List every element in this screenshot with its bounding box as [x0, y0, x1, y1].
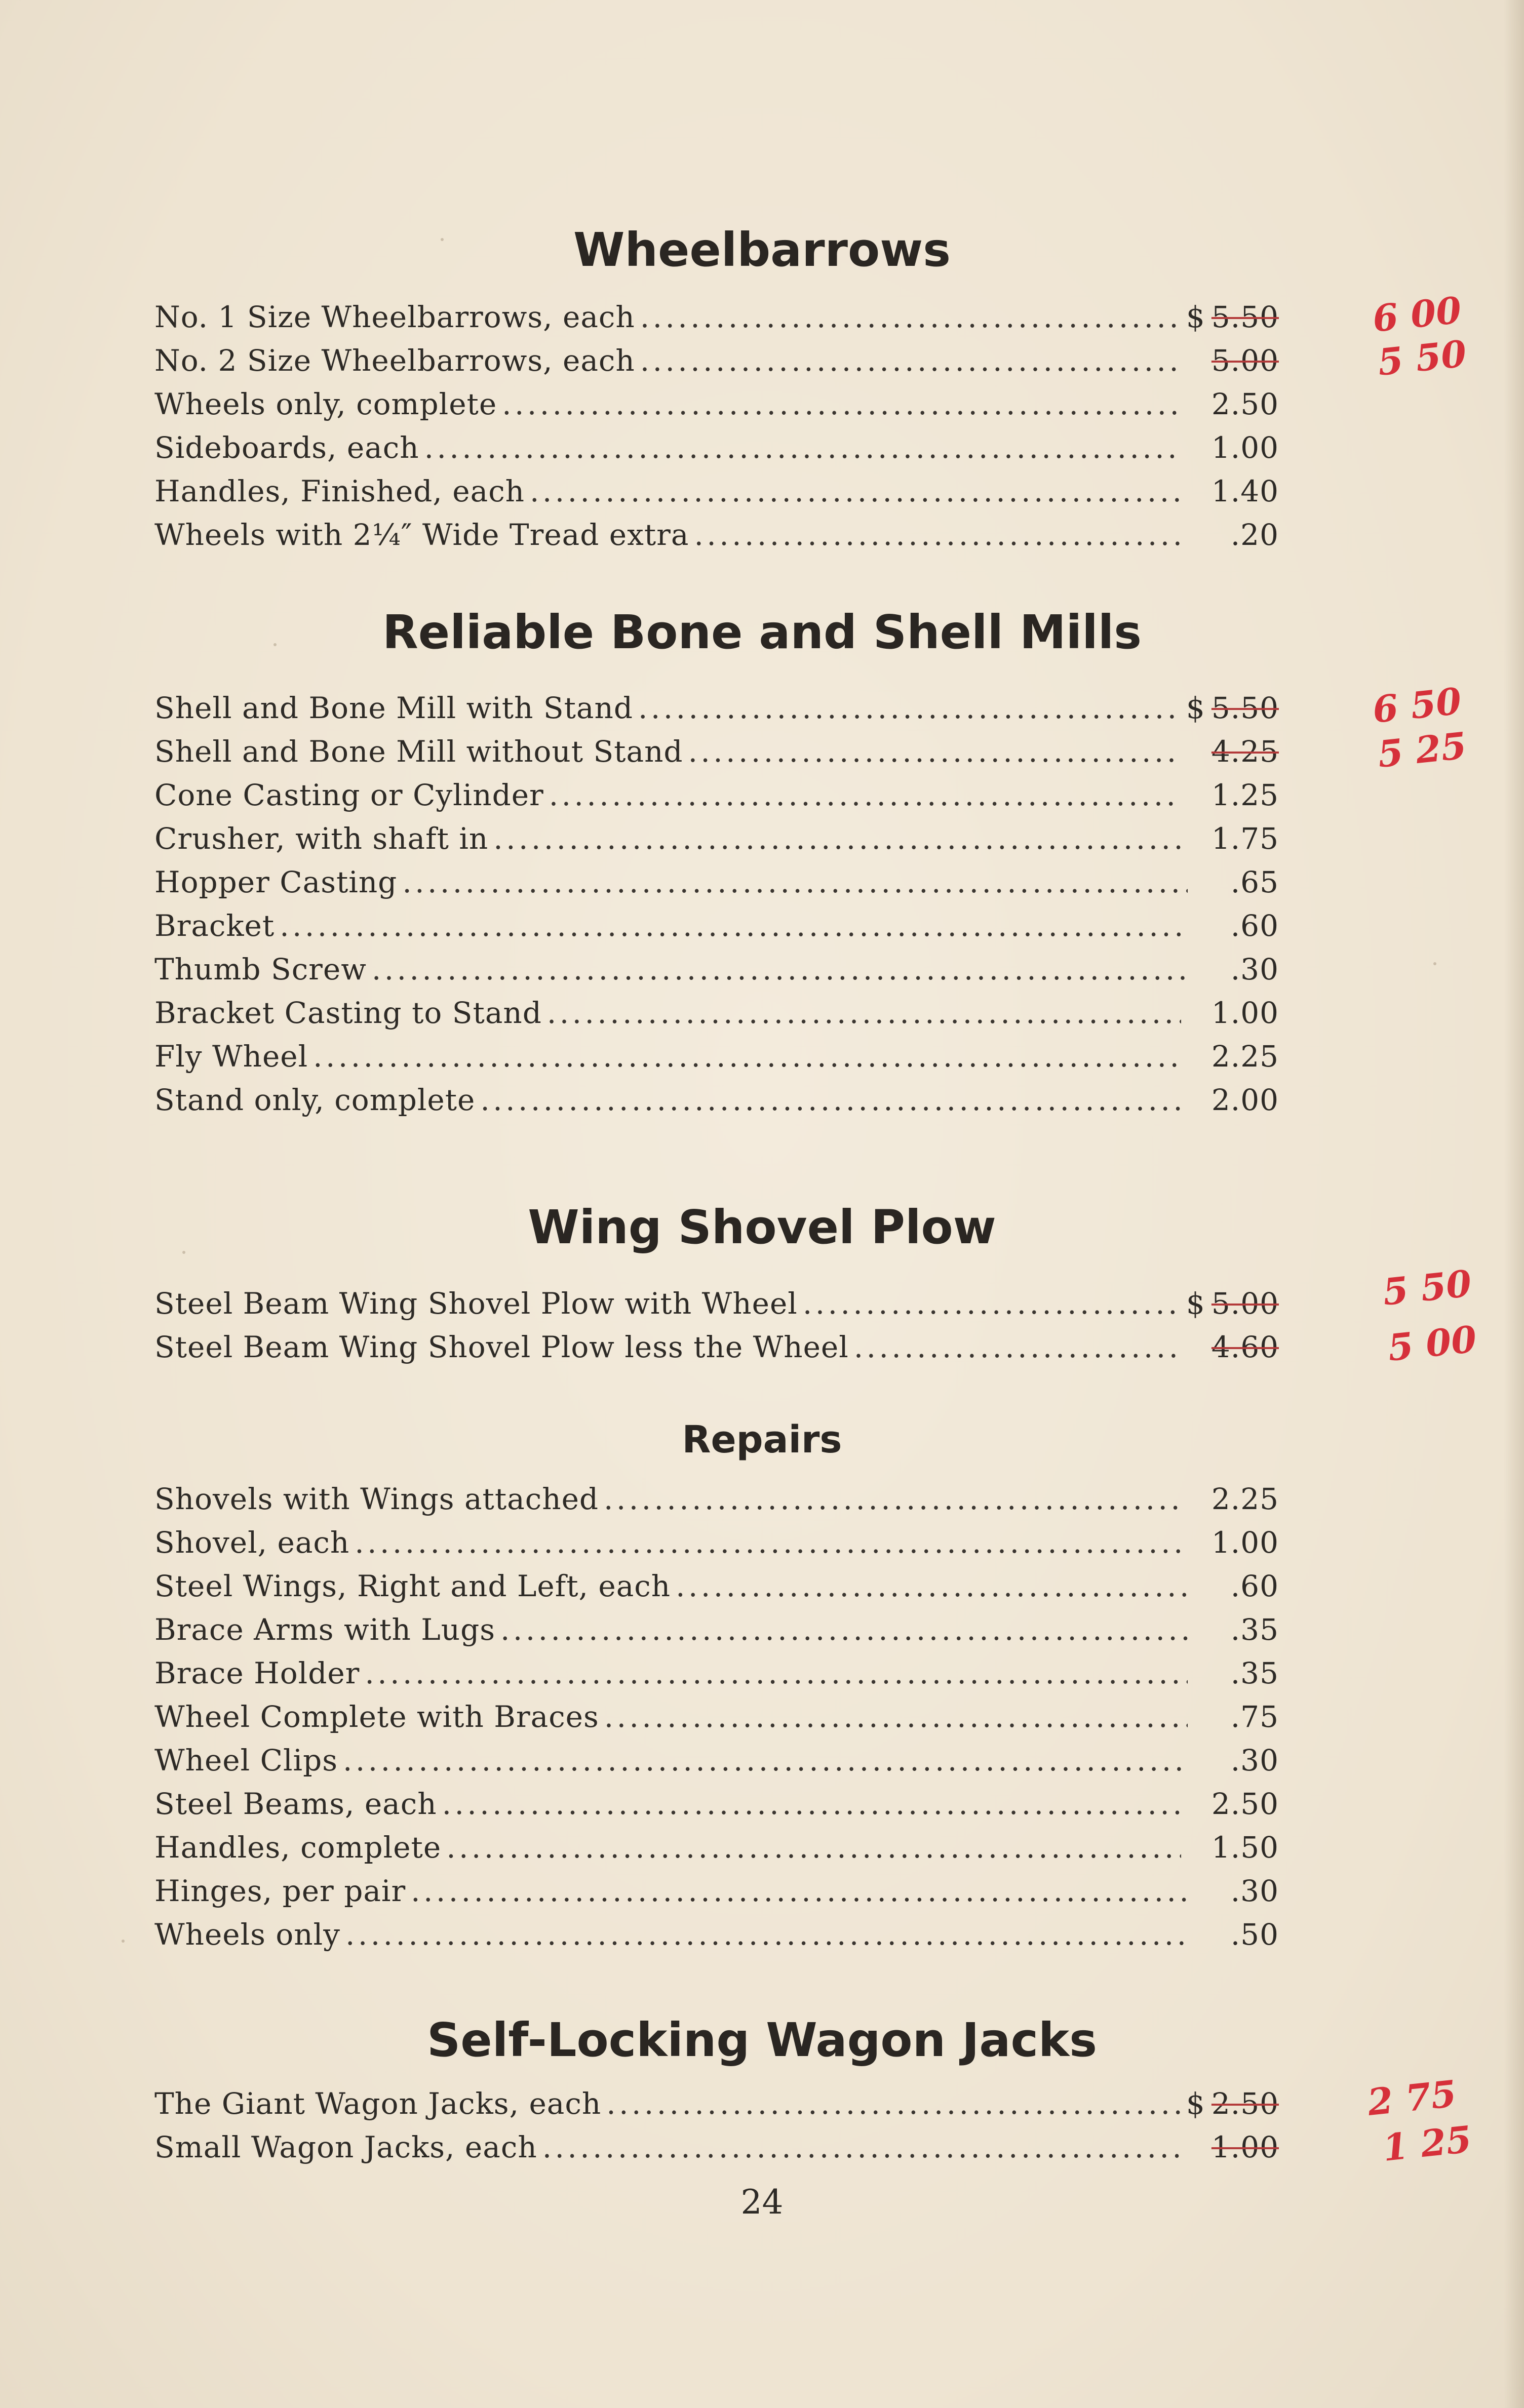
dollar-sign: $ — [1186, 2086, 1205, 2121]
handwritten-price-correction: 5 50 — [1376, 332, 1469, 384]
price-row — [154, 1039, 1279, 1083]
item-price: .75 — [1230, 1700, 1279, 1734]
price-row — [154, 1830, 1279, 1874]
item-price: 1.50 — [1211, 1830, 1279, 1865]
dot-leader — [640, 300, 1181, 334]
price-row — [154, 1083, 1279, 1126]
item-price: 4.25 — [1211, 734, 1279, 769]
price-row — [154, 300, 1279, 343]
item-price: 1.25 — [1211, 778, 1279, 812]
item-label: Stand only, complete — [154, 1083, 476, 1117]
item-label: Shell and Bone Mill without Stand — [154, 734, 683, 769]
dot-leader — [355, 1525, 1181, 1560]
item-price: 1.75 — [1211, 821, 1279, 856]
price-row — [154, 734, 1279, 778]
section-title-wagon-jacks: Self-Locking Wagon Jacks — [427, 2013, 1097, 2067]
paper-speck — [122, 1940, 125, 1943]
item-label: Wheel Clips — [154, 1743, 338, 1778]
dot-leader — [442, 1787, 1181, 1821]
item-price: 2.00 — [1211, 1083, 1279, 1117]
price-row — [154, 952, 1279, 996]
item-label: Shovel, each — [154, 1525, 350, 1560]
dot-leader — [542, 2130, 1181, 2164]
price-row — [154, 909, 1279, 952]
item-label: Thumb Screw — [154, 952, 367, 986]
paper-speck — [182, 1251, 185, 1254]
dot-leader — [803, 1286, 1181, 1321]
dot-leader — [313, 1039, 1181, 1074]
price-row — [154, 474, 1279, 518]
item-label: Bracket Casting to Stand — [154, 996, 542, 1030]
dot-leader — [345, 1917, 1188, 1952]
dot-leader — [854, 1330, 1181, 1364]
price-row — [154, 1787, 1279, 1830]
price-row — [154, 2130, 1279, 2174]
price-row — [154, 1743, 1279, 1787]
dollar-sign: $ — [1186, 691, 1205, 725]
item-price: 2.25 — [1211, 1482, 1279, 1516]
item-label: Wheels only, complete — [154, 387, 497, 421]
item-label: Crusher, with shaft in — [154, 821, 489, 856]
item-price: 2.25 — [1211, 1039, 1279, 1074]
item-price: .30 — [1230, 952, 1279, 986]
dot-leader — [547, 996, 1181, 1030]
paper-speck — [273, 643, 277, 646]
price-row — [154, 1656, 1279, 1700]
section-title-wing-shovel-plow: Wing Shovel Plow — [528, 1200, 996, 1254]
item-label: Brace Arms with Lugs — [154, 1612, 496, 1647]
dot-leader — [688, 734, 1181, 769]
section-title-bone-shell-mills: Reliable Bone and Shell Mills — [382, 605, 1142, 659]
handwritten-price-correction: 6 50 — [1371, 679, 1464, 731]
item-label: Hinges, per pair — [154, 1874, 406, 1908]
item-label: The Giant Wagon Jacks, each — [154, 2086, 602, 2121]
dot-leader — [446, 1830, 1181, 1865]
price-row — [154, 430, 1279, 474]
item-label: Fly Wheel — [154, 1039, 308, 1074]
item-label: Handles, Finished, each — [154, 474, 525, 508]
price-row — [154, 518, 1279, 561]
price-row — [154, 1330, 1279, 1373]
handwritten-price-correction: 1 25 — [1381, 2117, 1474, 2169]
dot-leader — [694, 518, 1188, 552]
handwritten-price-correction: 5 00 — [1386, 1317, 1479, 1369]
item-price: .35 — [1230, 1612, 1279, 1647]
price-row — [154, 1612, 1279, 1656]
item-price: .60 — [1230, 909, 1279, 943]
item-price: 4.60 — [1211, 1330, 1279, 1364]
section-title-repairs: Repairs — [682, 1418, 842, 1462]
dot-leader — [502, 387, 1181, 421]
item-label: Steel Wings, Right and Left, each — [154, 1569, 671, 1603]
item-label: Steel Beam Wing Shovel Plow with Wheel — [154, 1286, 798, 1321]
price-row — [154, 821, 1279, 865]
dot-leader — [424, 430, 1181, 465]
dollar-sign: $ — [1186, 300, 1205, 334]
item-price: .20 — [1230, 518, 1279, 552]
dot-leader — [604, 1482, 1181, 1516]
dot-leader — [493, 821, 1181, 856]
dot-leader — [604, 1700, 1188, 1734]
handwritten-price-correction: 5 50 — [1381, 1261, 1474, 1314]
dot-leader — [500, 1612, 1188, 1647]
item-price: 1.00 — [1211, 430, 1279, 465]
item-label: Handles, complete — [154, 1830, 442, 1865]
price-row — [154, 2086, 1279, 2130]
dot-leader — [372, 952, 1188, 986]
item-label: Brace Holder — [154, 1656, 360, 1690]
paper-speck — [1433, 962, 1436, 965]
item-label: Small Wagon Jacks, each — [154, 2130, 537, 2164]
item-price: 2.50 — [1211, 387, 1279, 421]
dot-leader — [606, 2086, 1181, 2121]
item-label: Steel Beams, each — [154, 1787, 437, 1821]
paper-speck — [441, 238, 444, 241]
item-label: Sideboards, each — [154, 430, 419, 465]
price-row — [154, 778, 1279, 821]
item-price: .35 — [1230, 1656, 1279, 1690]
item-price: .60 — [1230, 1569, 1279, 1603]
item-price: 5.00 — [1211, 343, 1279, 378]
item-label: No. 2 Size Wheelbarrows, each — [154, 343, 635, 378]
price-row — [154, 1525, 1279, 1569]
dot-leader — [676, 1569, 1188, 1603]
item-price: .50 — [1230, 1917, 1279, 1952]
dot-leader — [402, 865, 1188, 899]
dot-leader — [411, 1874, 1188, 1908]
price-row — [154, 1700, 1279, 1743]
dot-leader — [280, 909, 1188, 943]
item-label: Hopper Casting — [154, 865, 398, 899]
page-number: 24 — [740, 2183, 784, 2222]
dot-leader — [365, 1656, 1188, 1690]
item-label: Shell and Bone Mill with Stand — [154, 691, 633, 725]
price-row — [154, 343, 1279, 387]
price-row — [154, 1874, 1279, 1917]
section-title-wheelbarrows: Wheelbarrows — [573, 223, 951, 277]
price-row — [154, 996, 1279, 1039]
item-price: 1.40 — [1211, 474, 1279, 508]
handwritten-price-correction: 6 00 — [1371, 288, 1464, 340]
dot-leader — [343, 1743, 1188, 1778]
item-price: .30 — [1230, 1874, 1279, 1908]
item-label: Bracket — [154, 909, 275, 943]
item-price: 1.00 — [1211, 1525, 1279, 1560]
item-label: Steel Beam Wing Shovel Plow less the Wheel — [154, 1330, 849, 1364]
dot-leader — [640, 343, 1181, 378]
dot-leader — [480, 1083, 1181, 1117]
price-row — [154, 865, 1279, 909]
dot-leader — [530, 474, 1181, 508]
item-label: Shovels with Wings attached — [154, 1482, 599, 1516]
price-row — [154, 1286, 1279, 1330]
item-price: 1.00 — [1211, 996, 1279, 1030]
dot-leader — [549, 778, 1181, 812]
item-price: 5.00 — [1211, 1286, 1279, 1321]
item-label: Cone Casting or Cylinder — [154, 778, 544, 812]
dollar-sign: $ — [1186, 1286, 1205, 1321]
price-row — [154, 691, 1279, 734]
handwritten-price-correction: 2 75 — [1365, 2072, 1459, 2124]
handwritten-price-correction: 5 25 — [1376, 724, 1469, 776]
item-price: 5.50 — [1211, 691, 1279, 725]
item-price: 5.50 — [1211, 300, 1279, 334]
price-row — [154, 1569, 1279, 1612]
item-price: .65 — [1230, 865, 1279, 899]
price-row — [154, 1482, 1279, 1525]
item-price: 2.50 — [1211, 1787, 1279, 1821]
item-label: No. 1 Size Wheelbarrows, each — [154, 300, 635, 334]
item-label: Wheel Complete with Braces — [154, 1700, 599, 1734]
item-price: .30 — [1230, 1743, 1279, 1778]
price-row — [154, 1917, 1279, 1961]
item-label: Wheels only — [154, 1917, 340, 1952]
item-price: 2.50 — [1211, 2086, 1279, 2121]
item-price: 1.00 — [1211, 2130, 1279, 2164]
price-row — [154, 387, 1279, 430]
dot-leader — [638, 691, 1181, 725]
item-label: Wheels with 2¼″ Wide Tread extra — [154, 518, 689, 552]
